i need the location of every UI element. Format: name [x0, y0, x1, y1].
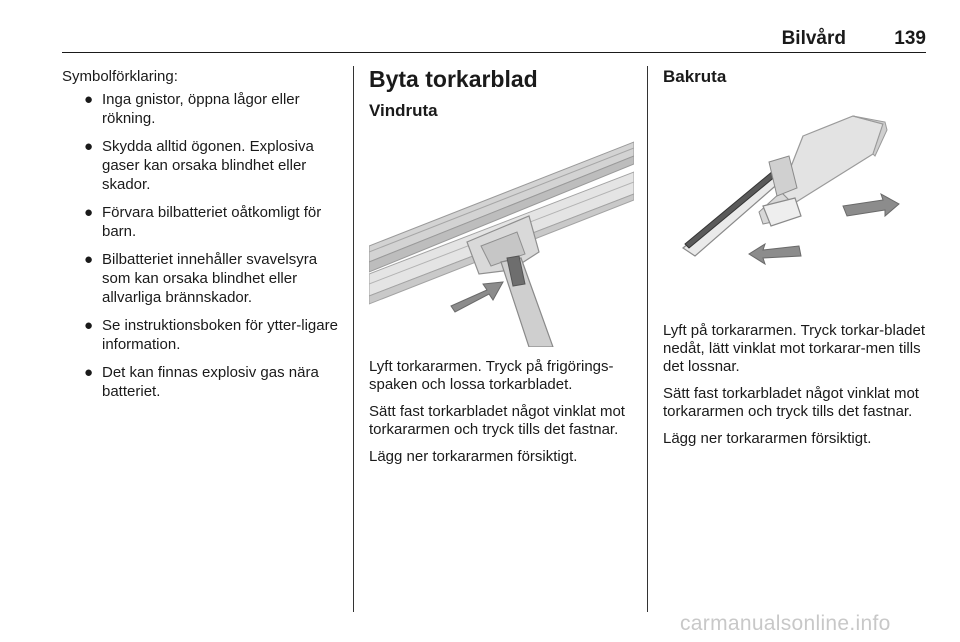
bullet-icon: ●	[84, 251, 94, 268]
column-divider-right	[647, 66, 648, 612]
list-item: ● Skydda alltid ögonen. Explosiva gaser kan orsaka blindhet eller skador.	[84, 138, 314, 193]
list-item: ● Förvara bilbatteriet oåtkomligt för barn.	[84, 204, 322, 240]
instruction-paragraph: Lyft torkararmen. Tryck på frigörings-spaken och lossa torkarbladet.	[369, 358, 614, 393]
bullet-icon: ●	[84, 204, 94, 221]
list-item: ● Det kan finnas explosiv gas nära batteriet.	[84, 364, 319, 400]
rear-wiper-illustration	[663, 96, 928, 301]
column-divider-left	[353, 66, 354, 612]
instruction-paragraph: Lägg ner torkararmen försiktigt.	[369, 448, 578, 465]
rear-window-subheading: Bakruta	[663, 67, 727, 86]
bullet-icon: ●	[84, 138, 94, 155]
instruction-paragraph: Sätt fast torkarbladet något vinklat mot torkararmen och tryck tills det fastnar.	[663, 385, 919, 420]
instruction-paragraph: Sätt fast torkarbladet något vinklat mot torkararmen och tryck tills det fastnar.	[369, 403, 625, 438]
legend-list	[62, 90, 344, 401]
windshield-subheading: Vindruta	[369, 101, 438, 120]
list-item: ● Inga gnistor, öppna lågor eller rökning.	[84, 91, 300, 127]
page-header	[62, 22, 926, 53]
column-rear-wiper	[663, 66, 928, 447]
rear-wiper-instructions	[663, 322, 928, 457]
watermark-text: carmanualsonline.info	[680, 612, 891, 635]
section-title: Bilvård	[781, 28, 846, 49]
bullet-icon: ●	[84, 91, 94, 108]
list-item: ● Se instruktionsboken för ytter-ligare information.	[84, 317, 338, 353]
column-windshield-wiper	[369, 66, 634, 465]
column-symbol-legend	[62, 66, 344, 410]
instruction-paragraph: Lägg ner torkararmen försiktigt.	[663, 430, 872, 447]
bullet-icon: ●	[84, 317, 94, 334]
section-heading: Byta torkarblad	[369, 66, 538, 92]
instruction-paragraph: Lyft på torkararmen. Tryck torkar-bladet nedåt, lätt vinklat mot torkarar-men tills det lossnar.	[663, 322, 926, 375]
windshield-instructions	[369, 358, 634, 475]
page-number: 139	[894, 28, 926, 49]
windshield-wiper-illustration	[369, 134, 634, 347]
legend-intro: Symbolförklaring:	[62, 68, 178, 85]
bullet-icon: ●	[84, 364, 94, 381]
list-item: ● Bilbatteriet innehåller svavelsyra som kan orsaka blindhet eller allvarliga brännskador.	[84, 251, 318, 306]
